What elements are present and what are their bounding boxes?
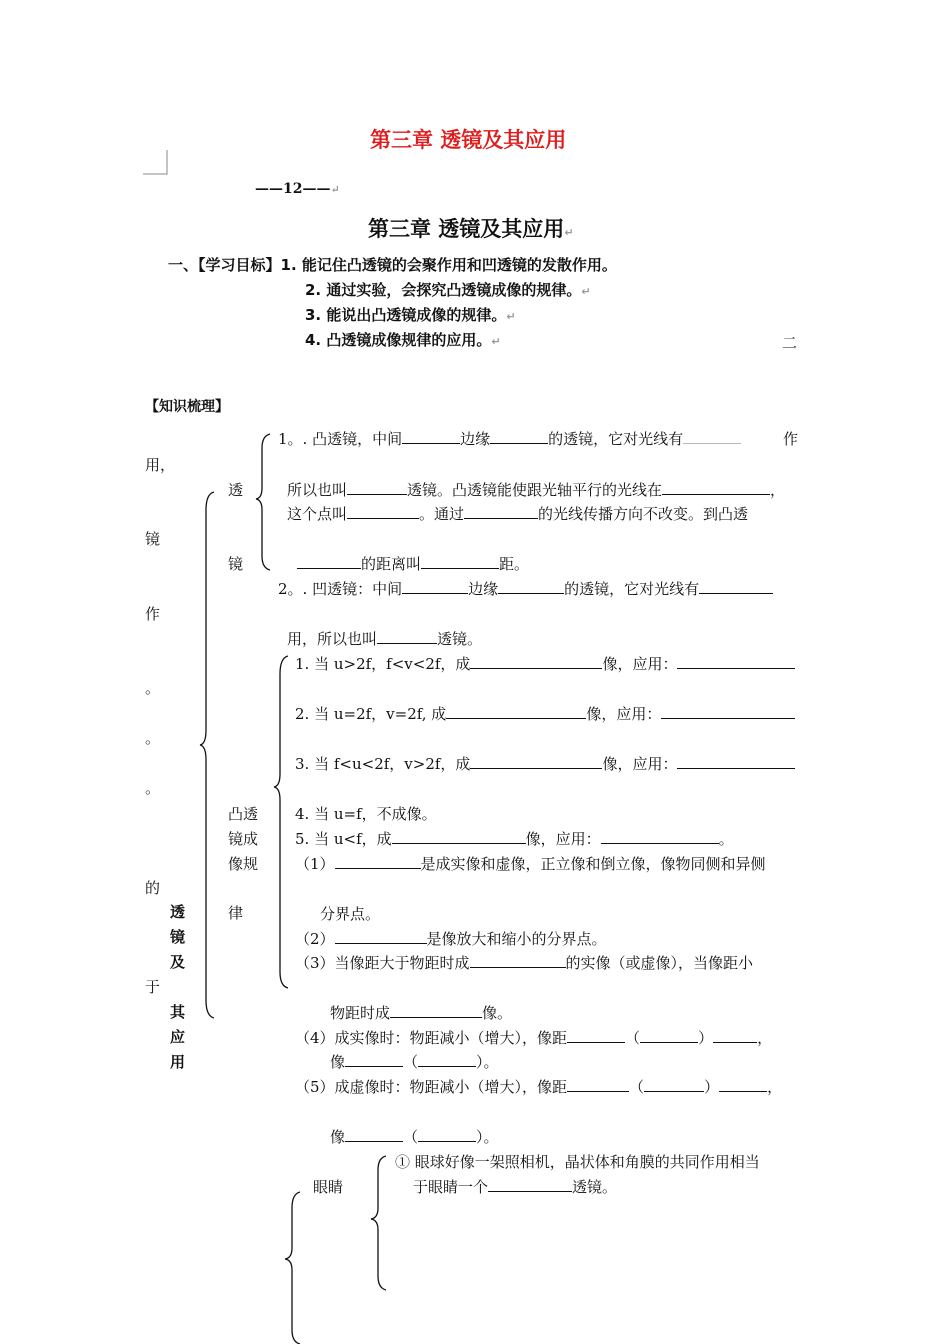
fill-blank[interactable]	[640, 1028, 698, 1043]
goal-line-3	[305, 304, 516, 325]
text: 2。. 凹透镜：中间	[278, 580, 403, 598]
rules-brace	[272, 654, 292, 990]
left-bold-char: 其	[170, 1003, 186, 1021]
fill-blank[interactable]	[446, 704, 586, 719]
lens-item1-line3	[287, 503, 748, 524]
point-3-cont	[330, 1002, 512, 1023]
text: 是像放大和缩小的分界点。	[426, 930, 607, 948]
fill-blank[interactable]	[683, 429, 741, 444]
eye-label: 眼睛	[313, 1178, 344, 1196]
left-char: 用，	[145, 456, 176, 474]
fill-blank[interactable]	[498, 579, 564, 594]
lens-item1-line1	[278, 428, 741, 449]
text: ，	[767, 1078, 783, 1096]
corner-mark	[140, 148, 180, 178]
text: 透镜。	[572, 1178, 618, 1196]
text: 透镜。	[437, 630, 483, 648]
fill-blank[interactable]	[390, 1003, 482, 1018]
fill-blank[interactable]	[345, 1127, 403, 1142]
text: ）	[476, 1128, 484, 1146]
point-2	[295, 928, 607, 949]
point-4-cont	[330, 1051, 499, 1072]
text: （2）	[295, 930, 335, 948]
page-marker	[255, 181, 340, 197]
fill-blank[interactable]	[567, 1028, 625, 1043]
text: ）	[476, 1053, 484, 1071]
rule-3	[295, 753, 795, 774]
fill-blank[interactable]	[345, 1052, 403, 1067]
text: 距。	[499, 555, 530, 573]
left-char: 于	[145, 978, 161, 996]
left-bold-char: 应	[170, 1028, 186, 1046]
text: 。	[718, 830, 734, 848]
text: （4）成实像时：物距减小（增大），像距	[295, 1029, 568, 1047]
fill-blank[interactable]	[464, 504, 538, 519]
fill-blank[interactable]	[490, 429, 548, 444]
text: （1）	[295, 855, 335, 873]
lens-item1-line4	[297, 553, 529, 574]
fill-blank[interactable]	[470, 654, 602, 669]
lens-item1-line2	[287, 479, 785, 500]
return-mark-icon: ↵	[581, 285, 591, 298]
point-4	[295, 1027, 772, 1048]
text: ）	[704, 1078, 720, 1096]
page-title	[368, 213, 574, 243]
text: ）	[698, 1029, 714, 1047]
eye-outer-brace	[282, 1190, 304, 1344]
text: 。通过	[419, 505, 465, 523]
eye-inner-brace	[368, 1154, 390, 1290]
fill-blank[interactable]	[470, 754, 602, 769]
lens-brace	[254, 432, 274, 572]
goal-line-2	[305, 279, 591, 300]
goal-line-1	[168, 254, 617, 275]
text: 像	[330, 1053, 346, 1071]
text: 于眼睛一个	[413, 1178, 489, 1196]
return-mark-icon: ↵	[491, 335, 501, 348]
text: 的透镜，它对光线有	[564, 580, 700, 598]
fill-blank[interactable]	[662, 480, 770, 495]
text: 像。	[482, 1004, 513, 1022]
text: 的实像（或虚像），当像距小	[565, 954, 754, 972]
text: 物距时成	[330, 1004, 391, 1022]
text: （3）当像距大于物距时成	[295, 954, 470, 972]
text: 的距离叫	[361, 555, 422, 573]
text: 是成实像和虚像，正立像和倒立像，像物同侧和异侧	[420, 855, 766, 873]
text: 边缘	[460, 430, 491, 448]
point-3	[295, 952, 753, 973]
rule-1	[295, 653, 795, 674]
text: 像，应用：	[586, 705, 662, 723]
text: 像，应用：	[602, 755, 678, 773]
text: 边缘	[468, 580, 499, 598]
left-char: 。	[145, 679, 161, 697]
lens-item1-tail: 作	[783, 430, 799, 448]
text: 的透镜，它对光线有	[548, 430, 684, 448]
lens-item2-line1	[278, 578, 773, 599]
text: 5. 当 u<f，成	[295, 830, 392, 848]
text: （5）成虚像时：物距减小（增大），像距	[295, 1078, 568, 1096]
goal-item-1: 1. 能记住凸透镜的会聚作用和凹透镜的发散作用。	[280, 256, 617, 274]
text: 3. 当 f<u<2f，v>2f，成	[295, 755, 471, 773]
eye-item1-line1: ① 眼球好像一架照相机，晶状体和角膜的共同作用相当	[395, 1153, 760, 1171]
rules-label: 凸透	[228, 805, 259, 823]
text: 。	[483, 1128, 499, 1146]
page-marker-text: ——12——	[255, 181, 331, 197]
return-mark-icon: ↵	[564, 226, 574, 239]
left-bold-char: 用	[170, 1053, 186, 1071]
point-1	[295, 853, 766, 874]
rules-label: 镜成	[228, 830, 259, 848]
text: 1。. 凸透镜，中间	[278, 430, 403, 448]
fill-blank[interactable]	[392, 829, 526, 844]
fill-blank[interactable]	[418, 1127, 476, 1142]
rule-2	[295, 703, 795, 724]
text: 。	[483, 1053, 499, 1071]
text: （	[625, 1029, 641, 1047]
text: 的光线传播方向不改变。到凸透	[538, 505, 749, 523]
fill-blank[interactable]	[644, 1077, 704, 1092]
text: 所以也叫	[287, 481, 348, 499]
fill-blank[interactable]	[347, 480, 407, 495]
return-mark-icon: ↵	[506, 310, 516, 323]
left-char: 。	[145, 779, 161, 797]
fill-blank[interactable]	[418, 1052, 476, 1067]
text: （	[629, 1078, 645, 1096]
left-bold-char: 透	[170, 903, 186, 921]
text: ，	[757, 1029, 773, 1047]
lens-label-top: 透	[228, 481, 244, 499]
point-1-cont: 分界点。	[320, 905, 381, 923]
section-heading: 【知识梳理】	[145, 399, 229, 415]
goals-prefix: 一、【学习目标】	[168, 256, 281, 274]
point-5-cont	[330, 1126, 499, 1147]
text: （	[403, 1128, 419, 1146]
rule-4: 4. 当 u=f，不成像。	[295, 805, 437, 823]
fill-blank[interactable]	[335, 854, 421, 869]
trailing-number: 二	[782, 334, 798, 352]
fill-blank[interactable]	[402, 429, 460, 444]
main-brace	[198, 490, 218, 1020]
left-bold-char: 及	[170, 953, 186, 971]
left-bold-char: 镜	[170, 928, 186, 946]
text: 1. 当 u>2f，f<v<2f，成	[295, 655, 471, 673]
fill-blank[interactable]	[719, 1077, 767, 1092]
page-title-text: 第三章 透镜及其应用	[368, 217, 565, 241]
left-char: 镜	[145, 530, 161, 548]
text: 2. 当 u=2f，v=2f, 成	[295, 705, 447, 723]
goal-item-4: 4. 凸透镜成像规律的应用。	[305, 331, 492, 349]
lens-item2-line2	[287, 628, 482, 649]
rules-label: 律	[228, 904, 244, 922]
left-char: 的	[145, 879, 161, 897]
fill-blank[interactable]	[335, 929, 427, 944]
fill-blank[interactable]	[470, 953, 566, 968]
fill-blank[interactable]	[713, 1028, 757, 1043]
return-mark-icon: ↵	[330, 183, 340, 196]
left-char: 作	[145, 605, 161, 623]
fill-blank[interactable]	[601, 829, 719, 844]
fill-blank[interactable]	[377, 629, 437, 644]
text: 透镜。凸透镜能使跟光轴平行的光线在	[407, 481, 663, 499]
text: 用，所以也叫	[287, 630, 378, 648]
left-char: 。	[145, 729, 161, 747]
eye-item1-line2	[413, 1176, 617, 1197]
fill-blank[interactable]	[297, 554, 361, 569]
text: （	[403, 1053, 419, 1071]
fill-blank[interactable]	[699, 579, 773, 594]
goal-item-3: 3. 能说出凸透镜成像的规律。	[305, 306, 507, 324]
fill-blank[interactable]	[347, 504, 419, 519]
rules-label: 像规	[228, 855, 259, 873]
text: 这个点叫	[287, 505, 348, 523]
lens-label-bottom: 镜	[228, 555, 244, 573]
rule-5	[295, 828, 734, 849]
text: 像	[330, 1128, 346, 1146]
fill-blank[interactable]	[421, 554, 499, 569]
text: ，	[770, 481, 786, 499]
text: 像，应用：	[525, 830, 601, 848]
goal-line-4	[305, 329, 501, 350]
fill-blank[interactable]	[567, 1077, 629, 1092]
fill-blank[interactable]	[677, 654, 795, 669]
fill-blank[interactable]	[661, 704, 795, 719]
point-5	[295, 1076, 782, 1097]
fill-blank[interactable]	[488, 1177, 572, 1192]
fill-blank[interactable]	[402, 579, 468, 594]
fill-blank[interactable]	[677, 754, 795, 769]
red-title: 第三章 透镜及其应用	[370, 128, 567, 152]
goal-item-2: 2. 通过实验，会探究凸透镜成像的规律。	[305, 281, 582, 299]
text: 像，应用：	[602, 655, 678, 673]
